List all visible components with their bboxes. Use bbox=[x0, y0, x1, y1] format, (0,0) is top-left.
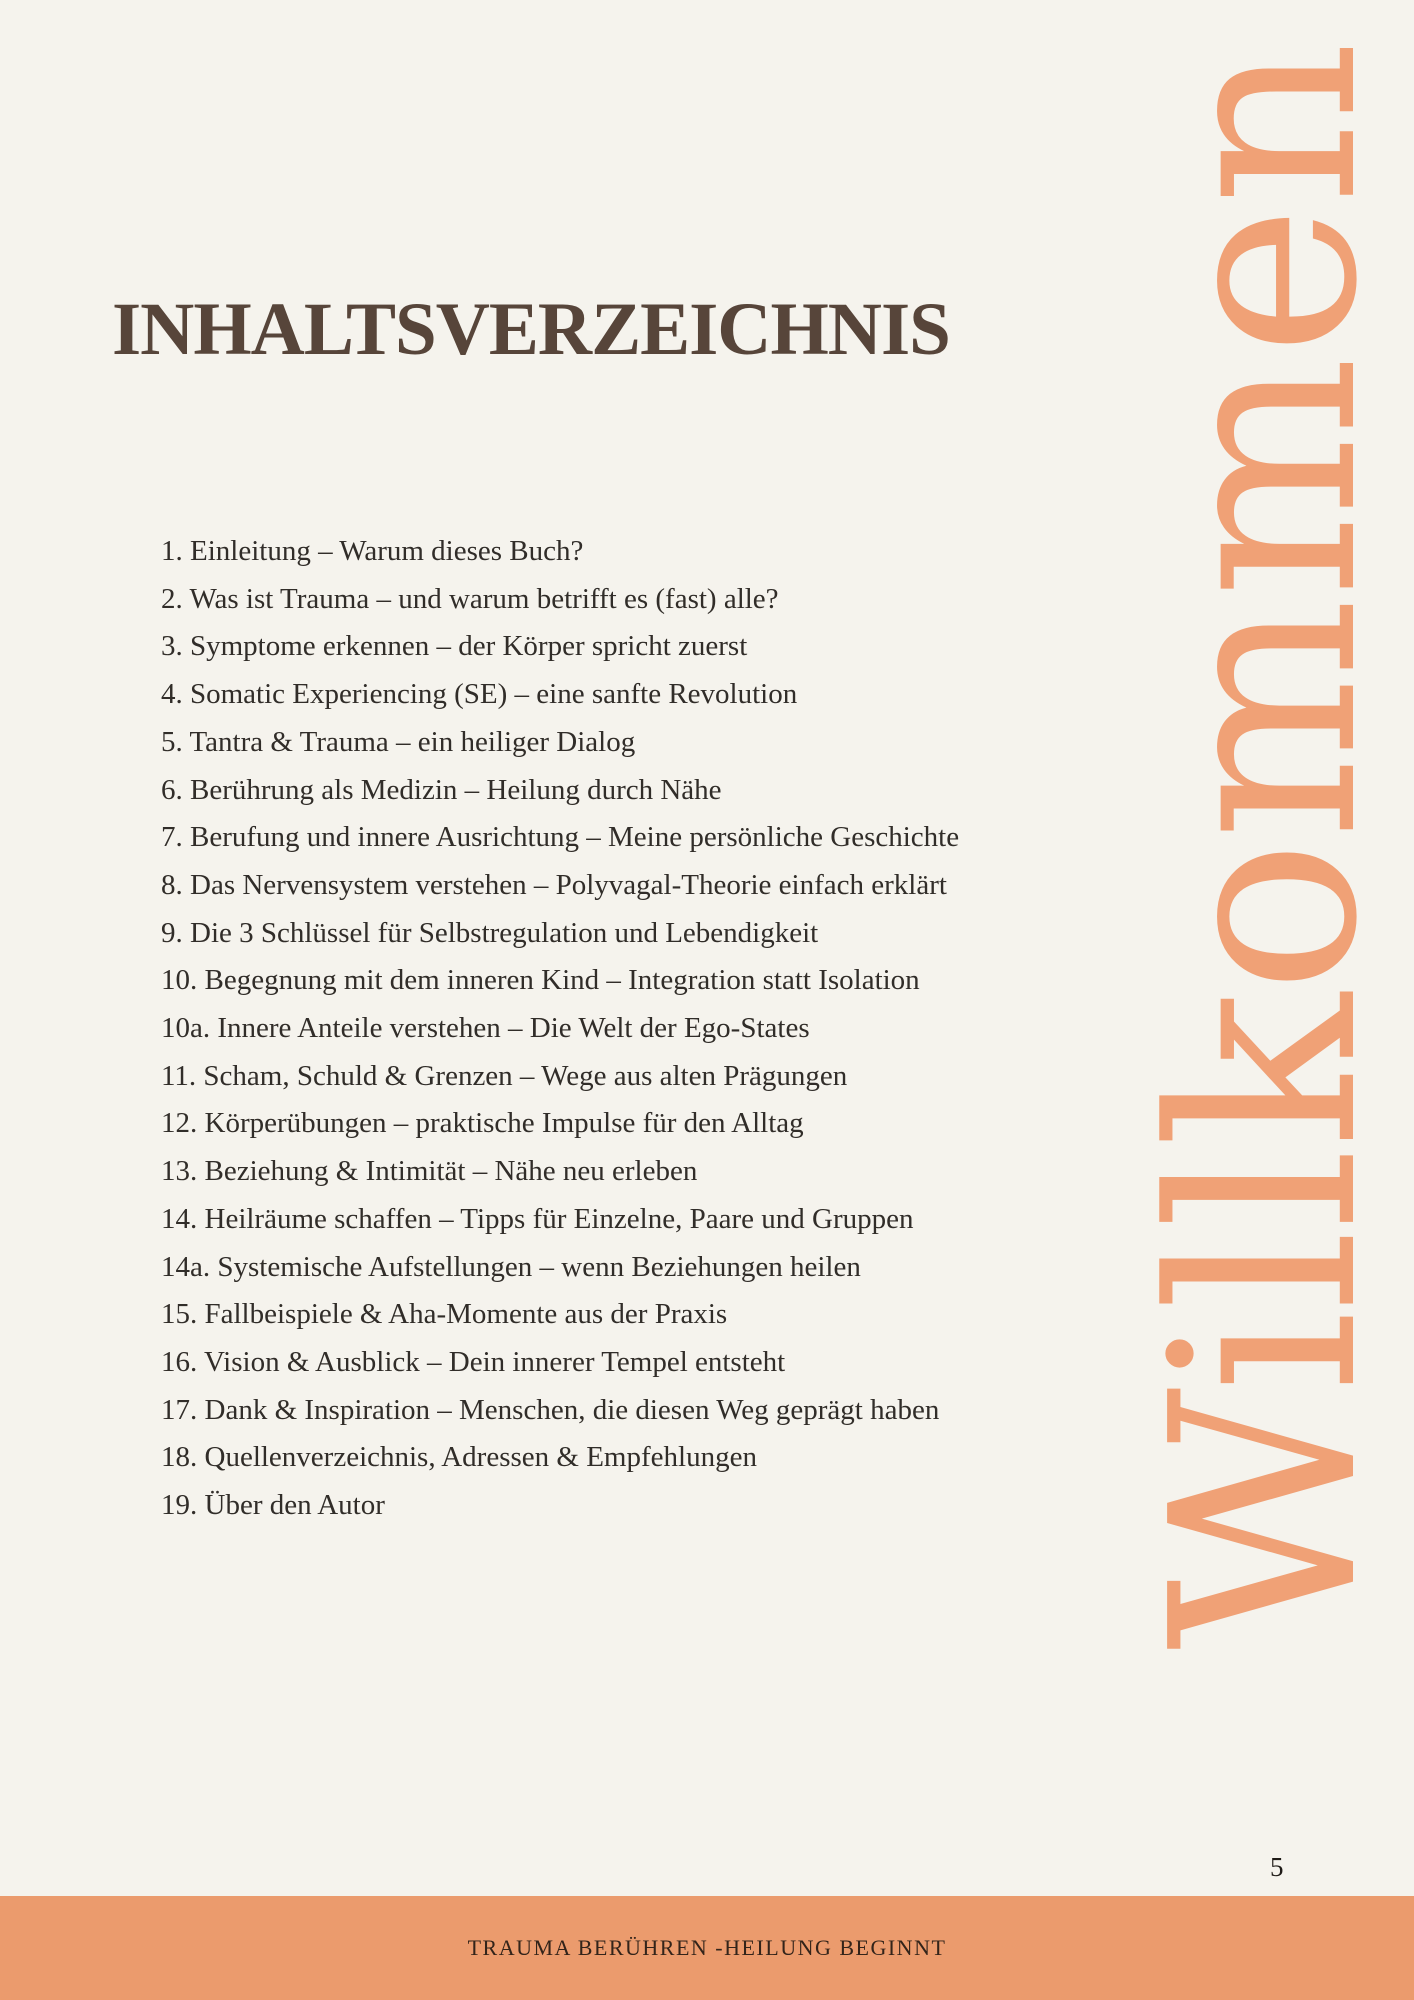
footer-text: TRAUMA BERÜHREN -HEILUNG BEGINNT bbox=[467, 1935, 947, 1960]
toc-item: 1. Einleitung – Warum dieses Buch? bbox=[161, 535, 584, 567]
toc-item: 10. Begegnung mit dem inneren Kind – Integration statt Isolation bbox=[161, 964, 920, 997]
toc-item: 6. Berührung als Medizin – Heilung durch Nähe bbox=[161, 773, 722, 806]
toc-item: 3. Symptome erkennen – der Körper spricht zuerst bbox=[161, 630, 748, 663]
footer-bar bbox=[0, 1896, 1414, 2000]
page-title: INHALTSVERZEICHNIS bbox=[112, 288, 950, 371]
page-number: 5 bbox=[1270, 1852, 1284, 1882]
side-vertical-text: Willkommen bbox=[1117, 40, 1414, 1650]
toc-item: 13. Beziehung & Intimität – Nähe neu erleben bbox=[161, 1155, 698, 1188]
toc-item: 11. Scham, Schuld & Grenzen – Wege aus alten Prägungen bbox=[161, 1059, 848, 1092]
toc-item: 15. Fallbeispiele & Aha-Momente aus der Praxis bbox=[161, 1298, 728, 1331]
toc-list bbox=[161, 528, 959, 1530]
toc-item: 16. Vision & Ausblick – Dein innerer Tempel entsteht bbox=[161, 1345, 786, 1378]
toc-item: 7. Berufung und innere Ausrichtung – Meine persönliche Geschichte bbox=[161, 821, 960, 854]
toc-item: 14. Heilräume schaffen – Tipps für Einzelne, Paare und Gruppen bbox=[161, 1202, 914, 1235]
toc-item: 8. Das Nervensystem verstehen – Polyvagal-Theorie einfach erklärt bbox=[161, 868, 947, 901]
toc-item: 14a. Systemische Aufstellungen – wenn Beziehungen heilen bbox=[161, 1250, 861, 1283]
toc-item: 17. Dank & Inspiration – Menschen, die diesen Weg geprägt haben bbox=[161, 1393, 940, 1426]
toc-item: 18. Quellenverzeichnis, Adressen & Empfehlungen bbox=[161, 1441, 757, 1474]
toc-item: 19. Über den Autor bbox=[161, 1489, 385, 1522]
toc-item: 4. Somatic Experiencing (SE) – eine sanfte Revolution bbox=[161, 678, 798, 711]
toc-item: 9. Die 3 Schlüssel für Selbstregulation und Lebendigkeit bbox=[161, 916, 819, 949]
toc-item: 5. Tantra & Trauma – ein heiliger Dialog bbox=[161, 725, 636, 758]
toc-item: 2. Was ist Trauma – und warum betrifft es (fast) alle? bbox=[161, 582, 779, 615]
toc-item: 12. Körperübungen – praktische Impulse für den Alltag bbox=[161, 1107, 804, 1140]
toc-item: 10a. Innere Anteile verstehen – Die Welt der Ego-States bbox=[161, 1012, 810, 1045]
